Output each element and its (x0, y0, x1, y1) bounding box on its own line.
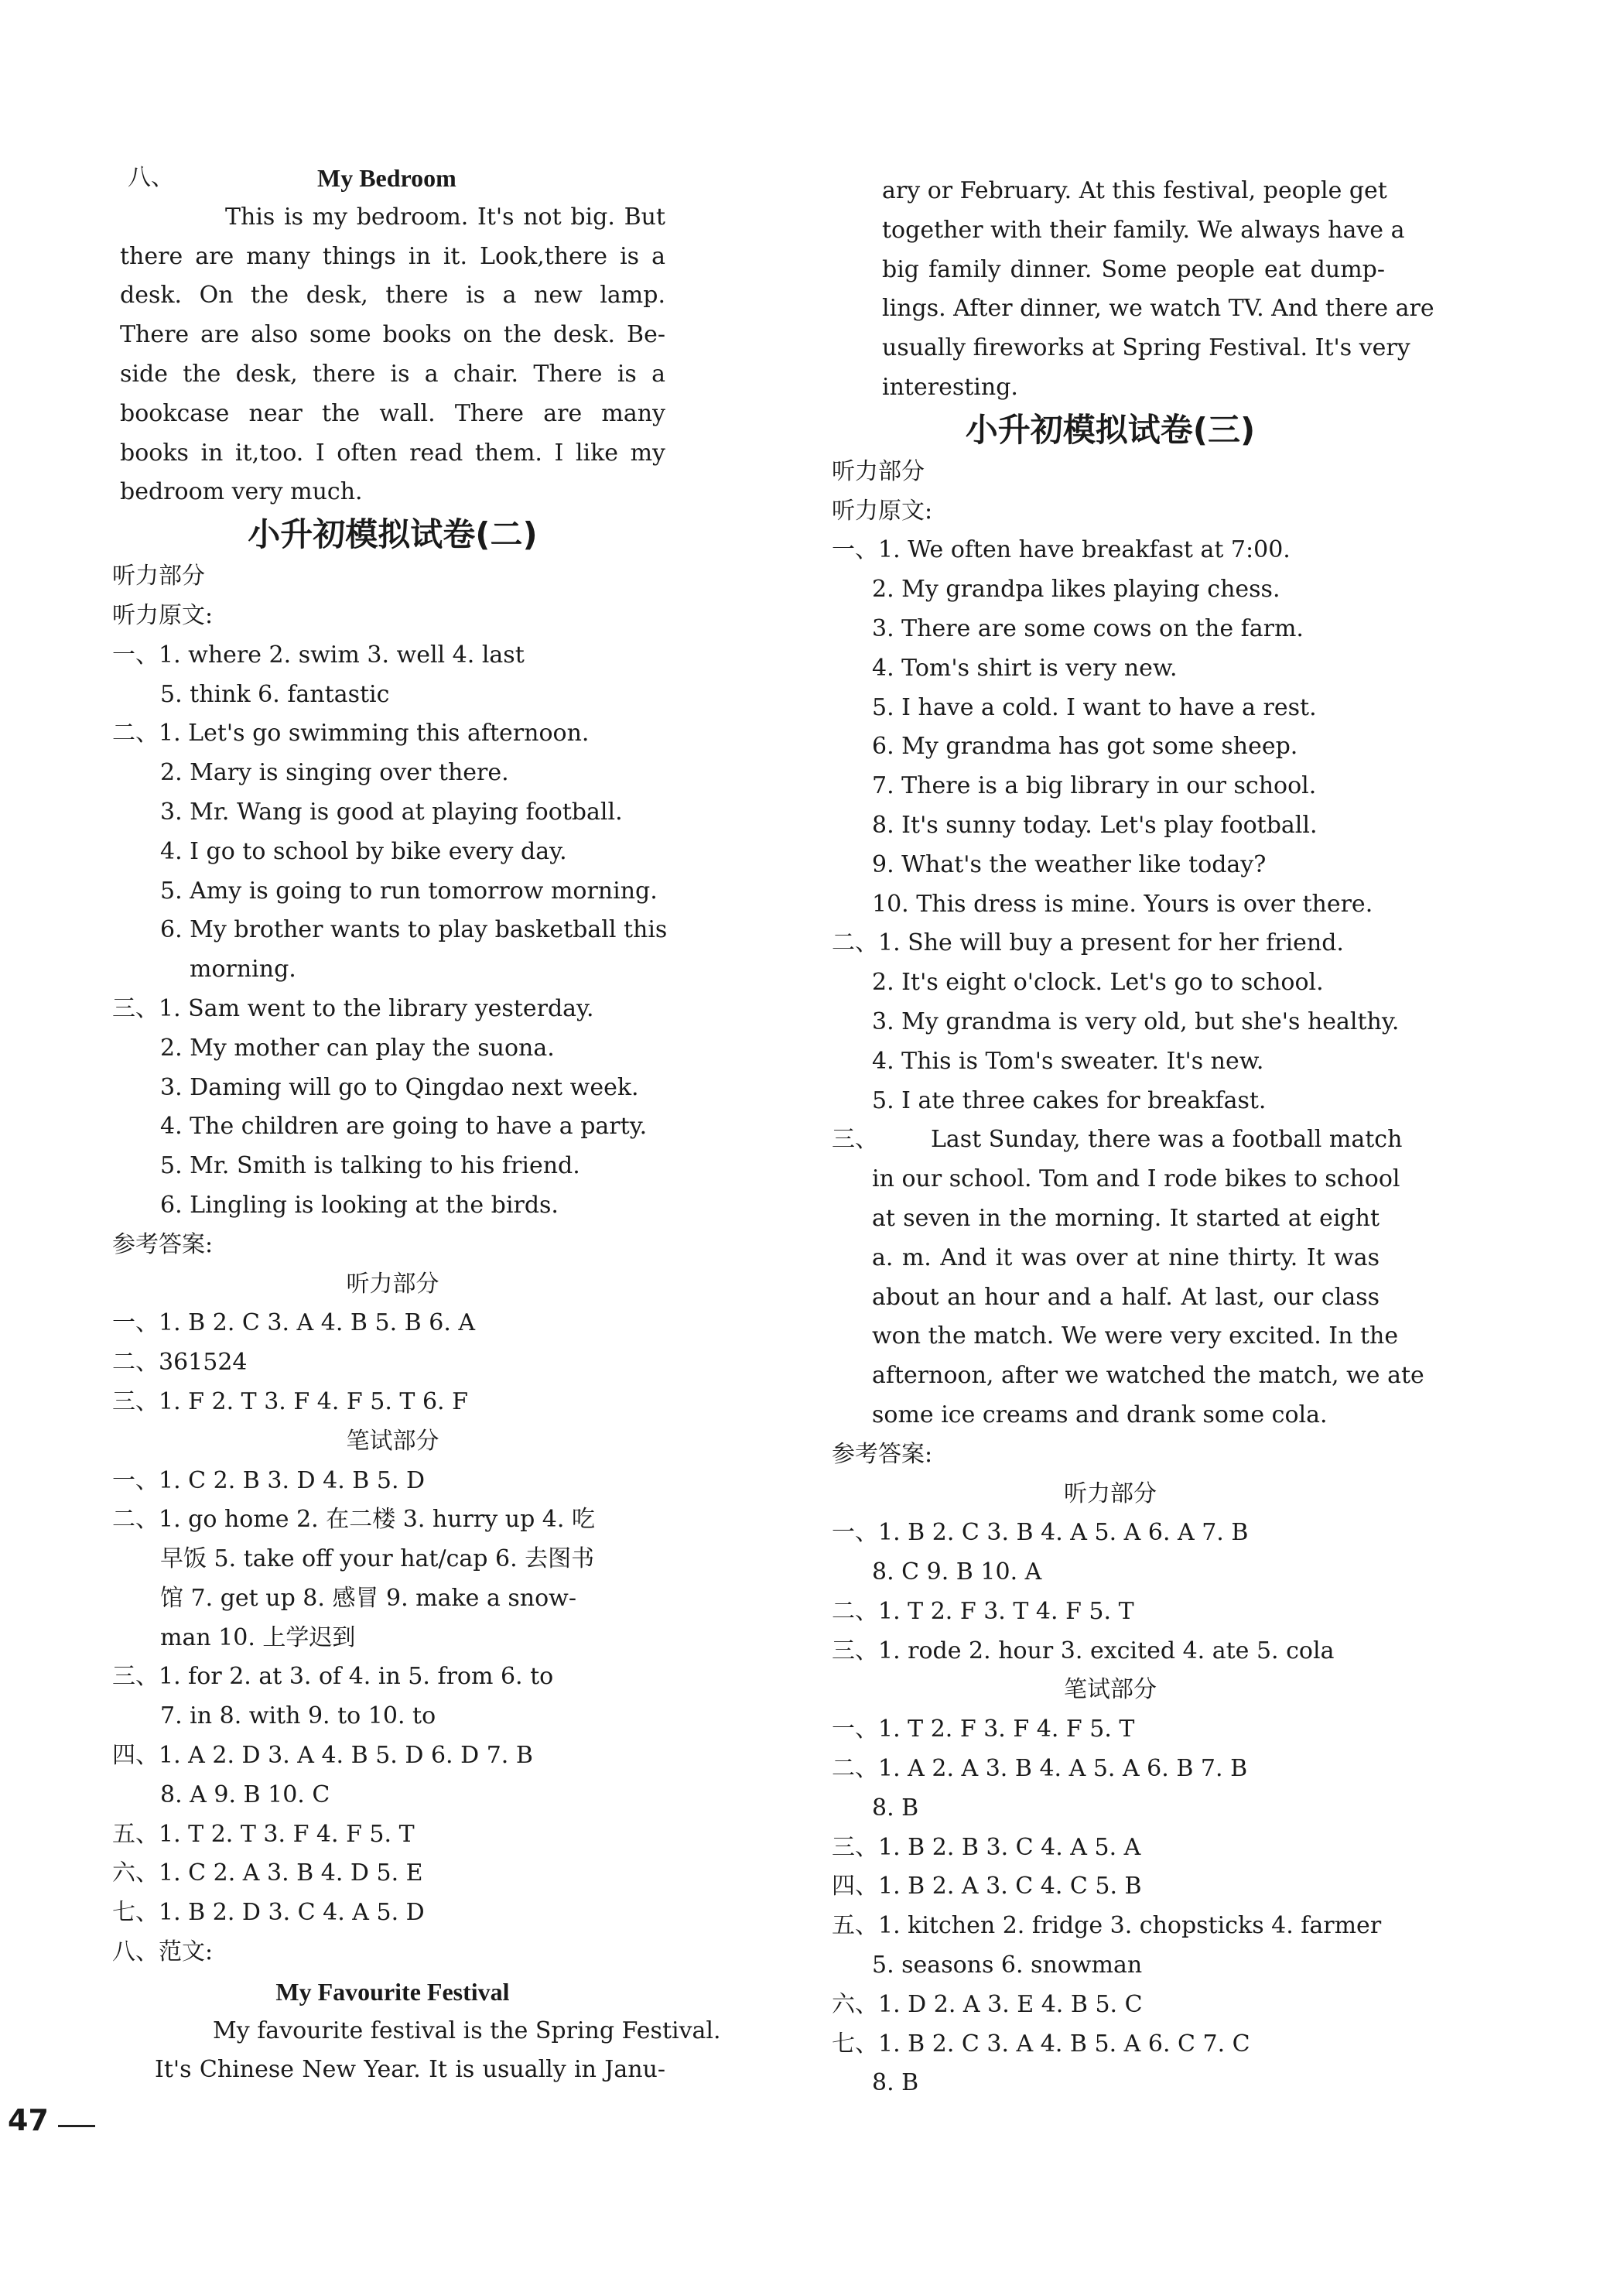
essay-line: side the desk, there is a chair. There is a (120, 360, 665, 388)
transcript-line: some ice creams and drank some cola. (872, 1401, 1328, 1428)
answer-line: 二、1. go home 2. 在二楼 3. hurry up 4. 吃 (112, 1506, 595, 1534)
left-column (112, 159, 721, 2090)
transcript-line: 9. What's the weather like today? (872, 850, 1267, 878)
essay-line: It's Chinese New Year. It is usually in Janu- (155, 2056, 665, 2084)
answer-line: 8. A 9. B 10. C (160, 1781, 330, 1808)
transcript-line: 2. My mother can play the suona. (160, 1034, 555, 1062)
answer-line: 六、1. D 2. A 3. E 4. B 5. C (832, 1990, 1143, 2018)
answer-line: 一、1. C 2. B 3. D 4. B 5. D (112, 1466, 426, 1494)
transcript-line: 4. The children are going to have a party. (160, 1113, 648, 1141)
answer-line: 7. in 8. with 9. to 10. to (160, 1702, 436, 1730)
subsection-heading: 笔试部分 (1064, 1676, 1157, 1704)
answer-line: 三、1. B 2. B 3. C 4. A 5. A (832, 1833, 1141, 1861)
transcript-line: 6. My grandma has got some sheep. (872, 733, 1298, 761)
answers-label: 参考答案: (832, 1440, 933, 1468)
transcript-line: 3. There are some cows on the farm. (872, 614, 1304, 642)
answer-line: 四、1. A 2. D 3. A 4. B 5. D 6. D 7. B (112, 1742, 533, 1770)
right-column (832, 172, 1434, 2103)
answer-line: 8. C 9. B 10. A (872, 1558, 1042, 1586)
essay-line: My favourite festival is the Spring Festival. (213, 2017, 721, 2044)
transcript-line: 5. Mr. Smith is talking to his friend. (160, 1152, 580, 1180)
transcript-line: 2. Mary is singing over there. (160, 759, 509, 787)
subsection-heading: 听力部分 (346, 1270, 439, 1298)
answer-line: 三、1. rode 2. hour 3. excited 4. ate 5. cola (832, 1637, 1335, 1664)
transcript-line: 2. My grandpa likes playing chess. (872, 576, 1280, 604)
section-label: 听力原文: (112, 601, 214, 629)
section-marker: 八、 (128, 164, 174, 191)
essay-line: ary or February. At this festival, people get (882, 177, 1387, 204)
exam-title: 小升初模拟试卷(三) (965, 410, 1256, 449)
essay-line: together with their family. We always have a (882, 216, 1405, 244)
transcript-line: about an hour and a half. At last, our class (872, 1283, 1380, 1311)
answer-line: 一、1. B 2. C 3. B 4. A 5. A 6. A 7. B (832, 1519, 1249, 1547)
answer-line: 一、1. T 2. F 3. F 4. F 5. T (832, 1716, 1135, 1743)
answer-line: 七、1. B 2. D 3. C 4. A 5. D (112, 1899, 425, 1927)
answer-line: 早饭 5. take off your hat/cap 6. 去图书 (160, 1545, 595, 1573)
essay-line: there are many things in it. Look,there is a (120, 242, 665, 270)
transcript-line: 4. This is Tom's sweater. It's new. (872, 1047, 1264, 1075)
answer-line: 一、1. B 2. C 3. A 4. B 5. B 6. A (112, 1309, 476, 1337)
answer-line: 8. B (872, 2069, 919, 2097)
answer-line: 三、1. for 2. at 3. of 4. in 5. from 6. to (112, 1663, 554, 1691)
answer-line: 二、1. T 2. F 3. T 4. F 5. T (832, 1597, 1134, 1625)
transcript-line: 5. I ate three cakes for breakfast. (872, 1086, 1267, 1114)
section-marker: 三、 (832, 1126, 878, 1154)
essay-line: bookcase near the wall. There are many (120, 399, 665, 427)
answer-line: 5. seasons 6. snowman (872, 1952, 1143, 1979)
answer-line: 七、1. B 2. C 3. A 4. B 5. A 6. C 7. C (832, 2030, 1250, 2058)
transcript-line: 一、1. where 2. swim 3. well 4. last (112, 641, 525, 669)
answer-line: 四、1. B 2. A 3. C 4. C 5. B (832, 1873, 1142, 1900)
transcript-line: 5. I have a cold. I want to have a rest. (872, 693, 1317, 721)
answer-line: 馆 7. get up 8. 感冒 9. make a snow- (160, 1584, 576, 1612)
transcript-line: morning. (190, 956, 296, 984)
answer-line: 八、范文: (112, 1938, 214, 1966)
transcript-line: 3. My grandma is very old, but she's healthy. (872, 1007, 1400, 1035)
section-label: 听力部分 (112, 563, 205, 590)
bedroom-heading-row (120, 159, 665, 198)
transcript-line: Last Sunday, there was a football match (931, 1126, 1403, 1154)
essay-title: My Bedroom (317, 164, 456, 192)
essay-line: desk. On the desk, there is a new lamp. (120, 282, 665, 310)
essay-line: This is my bedroom. It's not big. But (225, 203, 665, 231)
transcript-line: afternoon, after we watched the match, we ate (872, 1362, 1424, 1390)
essay-line: There are also some books on the desk. Be- (120, 321, 665, 349)
essay-title: My Favourite Festival (275, 1977, 510, 2006)
answer-line: 二、361524 (112, 1349, 248, 1377)
answer-line: 五、1. kitchen 2. fridge 3. chopsticks 4. farmer (832, 1912, 1382, 1940)
transcript-line: 三、1. Sam went to the library yesterday. (112, 994, 594, 1022)
transcript-line: 5. think 6. fantastic (160, 680, 390, 708)
answer-line: man 10. 上学迟到 (160, 1623, 356, 1651)
essay-line: books in it,too. I often read them. I like my (120, 439, 665, 467)
answer-line: 三、1. F 2. T 3. F 4. F 5. T 6. F (112, 1387, 468, 1415)
page-number-rule (58, 2125, 95, 2127)
transcript-line: 2. It's eight o'clock. Let's go to school. (872, 969, 1324, 997)
answer-line: 二、1. A 2. A 3. B 4. A 5. A 6. B 7. B (832, 1755, 1248, 1783)
transcript-line: 5. Amy is going to run tomorrow morning. (160, 877, 658, 905)
transcript-line: 4. I go to school by bike every day. (160, 837, 567, 865)
transcript-line: a. m. And it was over at nine thirty. It was (872, 1243, 1380, 1271)
essay-line: bedroom very much. (120, 478, 363, 506)
transcript-line: 二、1. She will buy a present for her friend. (832, 929, 1344, 957)
section-label: 听力原文: (832, 497, 933, 525)
transcript-line: won the match. We were very excited. In the (872, 1322, 1399, 1350)
exam-title: 小升初模拟试卷(二) (248, 515, 538, 554)
transcript-line: 4. Tom's shirt is very new. (872, 654, 1178, 682)
essay-line: big family dinner. Some people eat dump- (882, 255, 1385, 283)
transcript-line: 8. It's sunny today. Let's play football. (872, 811, 1318, 839)
transcript-line: 3. Mr. Wang is good at playing football. (160, 798, 623, 826)
transcript-line: 6. Lingling is looking at the birds. (160, 1191, 559, 1219)
answer-line: 8. B (872, 1794, 919, 1822)
transcript-line: 10. This dress is mine. Yours is over there. (872, 890, 1373, 918)
transcript-line: in our school. Tom and I rode bikes to school (872, 1165, 1400, 1193)
answers-label: 参考答案: (112, 1230, 214, 1258)
page-number: 47 (8, 2103, 49, 2137)
transcript-line: 7. There is a big library in our school. (872, 772, 1317, 800)
transcript-line: 6. My brother wants to play basketball this (160, 916, 668, 944)
transcript-line: 一、1. We often have breakfast at 7:00. (832, 536, 1291, 564)
essay-line: interesting. (882, 373, 1018, 401)
subsection-heading: 听力部分 (1064, 1480, 1157, 1507)
subsection-heading: 笔试部分 (346, 1427, 439, 1455)
essay-line: lings. After dinner, we watch TV. And there are (882, 295, 1434, 323)
answer-line: 六、1. C 2. A 3. B 4. D 5. E (112, 1859, 423, 1887)
essay-line: usually fireworks at Spring Festival. It's very (882, 334, 1410, 362)
transcript-paragraph-start (832, 1120, 1403, 1160)
transcript-line: 3. Daming will go to Qingdao next week. (160, 1073, 639, 1101)
transcript-line: 二、1. Let's go swimming this afternoon. (112, 720, 590, 747)
section-label: 听力部分 (832, 457, 925, 485)
transcript-line: at seven in the morning. It started at eight (872, 1204, 1380, 1232)
answer-line: 五、1. T 2. T 3. F 4. F 5. T (112, 1820, 415, 1848)
